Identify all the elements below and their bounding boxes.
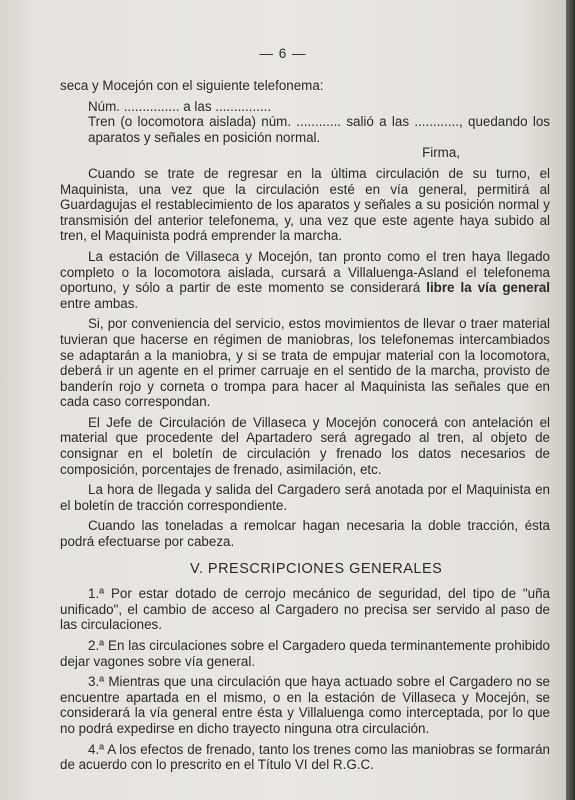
page-number: — 6 — [259,46,307,61]
form-line-train: Tren (o locomotora aislada) núm. ............ salió a las ............, quedando los aparatos y señales en posición normal. [88,114,550,145]
rule-2: 2.ª En las circulaciones sobre el Cargadero queda terminantemente prohibido dejar vagones sobre vía general. [60,638,550,669]
form-signature: Firma, [422,145,460,161]
intro-line: seca y Mocejón con el siguiente telefonema: [60,78,324,93]
page-edge-shadow [566,0,575,800]
paragraph-villaseca-end: entre ambas. [60,295,139,311]
rule-3: 3.ª Mientras que una circulación que haya actuado sobre el Cargadero no se encuentre apartada en el mismo, o en la estación de Villaseca y Mocejón, se considerará la vía general entre ésta y Villaluenga como interceptada, por lo que no podrá expedirse en dicho trayecto ninguna otra circulación. [60,674,550,736]
paragraph-return: Cuando se trate de regresar en la última circulación de su turno, el Maquinista, una vez que la circulación esté en vía general, permitirá al Guardagujas el restablecimiento de los aparatos y señales a su posición normal y transmisión del anterior telefonema, y, una vez que este agente haya subido al tren, el Maquinista podrá emprender la marcha. [60,165,550,244]
paragraph-villaseca-text: La estación de Villaseca y Mocejón, tan pronto como el tren haya llegado completo o la locomotora aislada, cursará a Villaluenga-Asland el telefonema oportuno, y sólo a partir de este momento se considerará [60,248,550,296]
form-line-number: Núm. ............... a las ............... [88,98,272,114]
paragraph-doble-traccion: Cuando las toneladas a remolcar hagan necesaria la doble tracción, ésta podrá efectuarse por cabeza. [60,518,550,550]
paragraph-jefe-circulacion: El Jefe de Circulación de Villaseca y Mocejón conocerá con antelación el material que procedente del Apartadero será agregado al tren, al objeto de consignar en el boletín de circulación y frenado los datos necesarios de composición, porcentajes de frenado, asimilación, etc. [60,414,550,477]
telefonema-form [60,99,550,161]
bold-emphasis: libre la vía general [426,280,550,296]
paragraph-villaseca [60,249,550,311]
paragraph-maniobras: Si, por conveniencia del servicio, estos movimientos de llevar o traer material tuvieran que hacerse en régimen de maniobras, los telefonemas intercambiados se adaptarán a la maniobra, y si se trata de empujar material con la locomotora, deberá ir un agente en el primer carruaje en el sentido de la marcha, provisto de banderín rojo y corneta o trompa para hacer al Maquinista las señales que en cada caso correspondan. [60,316,550,410]
page-body [60,78,550,773]
section-title: V. PRESCRIPCIONES GENERALES [190,560,443,577]
paragraph-hora-llegada: La hora de llegada y salida del Cargadero será anotada por el Maquinista en el boletín de tracción correspondiente. [60,482,550,513]
rule-4: 4.ª A los efectos de frenado, tanto los trenes como las maniobras se formarán de acuerdo con lo prescrito en el Título VI del R.G.C. [60,741,550,773]
rule-1: 1.ª Por estar dotado de cerrojo mecánico de seguridad, del tipo de "uña unificado", el cambio de acceso al Cargadero no precisa ser servido al paso de las circulaciones. [60,586,550,633]
